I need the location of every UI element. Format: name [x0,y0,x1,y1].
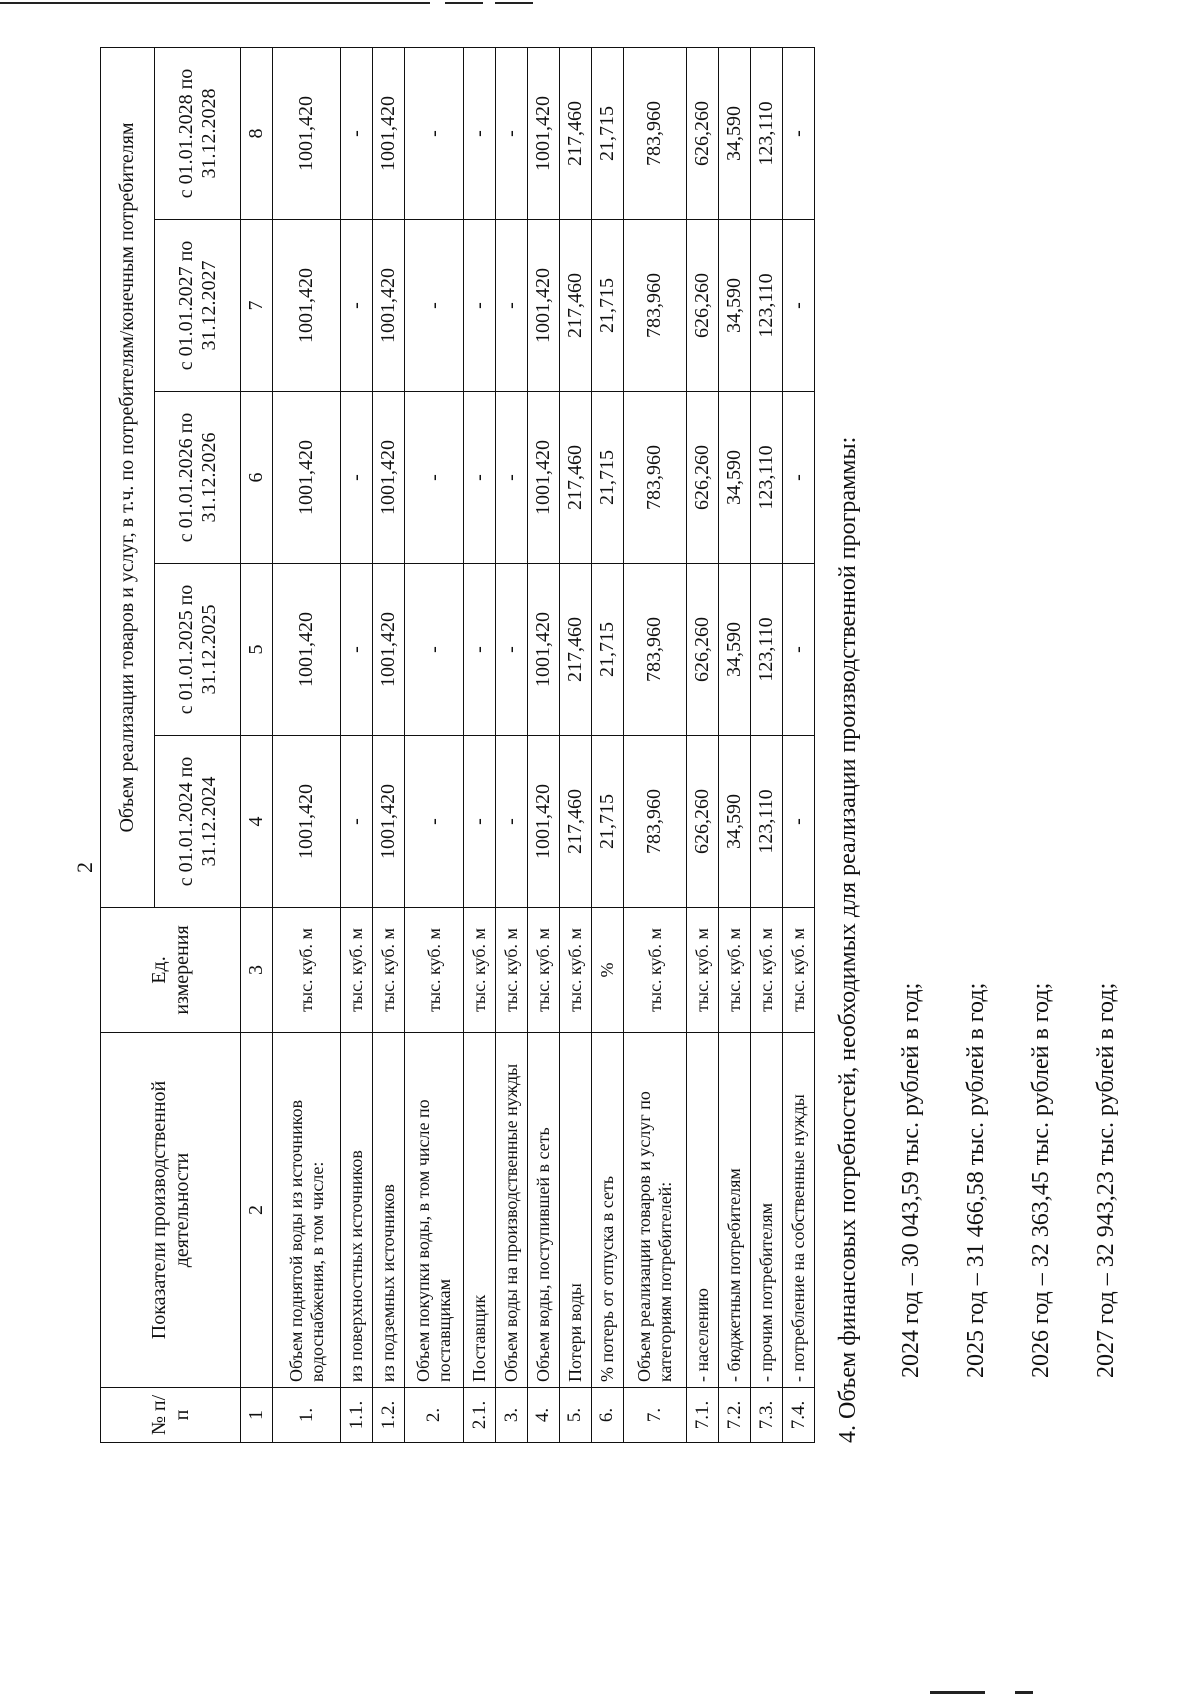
row-number: 2. [404,1388,463,1443]
column-number: 7 [241,220,273,392]
row-number: 1.2. [373,1388,405,1443]
row-value: 783,960 [623,392,687,564]
row-unit: тыс. куб. м [559,908,591,1033]
row-value: 217,460 [559,736,591,908]
section-4-title: 4. Объем финансовых потребностей, необходимых для реализации производственной программы: [835,436,861,1443]
row-value: 21,715 [591,392,623,564]
row-value: 1001,420 [527,564,559,736]
header-unit: Ед. измерения [101,908,241,1033]
row-value: 1001,420 [272,564,340,736]
row-unit: тыс. куб. м [623,908,687,1033]
row-value: - [782,47,814,219]
table-row [272,47,340,1442]
row-value: 1001,420 [373,564,405,736]
row-number: 4. [527,1388,559,1443]
row-value: 1001,420 [272,736,340,908]
column-number: 5 [241,564,273,736]
row-unit: тыс. куб. м [527,908,559,1033]
row-value: - [341,736,373,908]
row-value: - [341,564,373,736]
row-unit: тыс. куб. м [404,908,463,1033]
row-number: 7.4. [782,1388,814,1443]
row-value: - [404,736,463,908]
row-value: 34,590 [719,220,751,392]
financial-need-2025: 2025 год – 31 466,58 тыс. рублей в год; [963,982,989,1378]
row-value: 1001,420 [373,220,405,392]
row-unit: тыс. куб. м [719,908,751,1033]
row-unit: тыс. куб. м [373,908,405,1033]
row-value: 123,110 [751,392,783,564]
row-value: 34,590 [719,564,751,736]
column-number: 3 [241,908,273,1033]
row-value: 1001,420 [373,736,405,908]
row-number: 1. [272,1388,340,1443]
row-value: 1001,420 [527,47,559,219]
table-row [341,47,373,1442]
row-label: Поставщик [464,1033,496,1388]
row-value: - [341,392,373,564]
row-value: 21,715 [591,564,623,736]
table-row [559,47,591,1442]
row-number: 5. [559,1388,591,1443]
row-value: 217,460 [559,220,591,392]
row-value: - [404,47,463,219]
row-unit: тыс. куб. м [341,908,373,1033]
row-value: 123,110 [751,564,783,736]
header-indicator: Показатели производственной деятельности [101,1033,241,1388]
row-value: 217,460 [559,564,591,736]
row-value: 626,260 [687,47,719,219]
row-value: - [496,220,528,392]
table-row [404,47,463,1442]
row-unit: тыс. куб. м [751,908,783,1033]
row-value: 626,260 [687,564,719,736]
row-value: 34,590 [719,47,751,219]
table-row [782,47,814,1442]
row-value: 34,590 [719,392,751,564]
row-value: 21,715 [591,220,623,392]
row-value: 1001,420 [527,736,559,908]
table-row [591,47,623,1442]
table-row [373,47,405,1442]
row-value: 217,460 [559,392,591,564]
row-number: 1.1. [341,1388,373,1443]
row-label: из подземных источников [373,1033,405,1388]
row-value: 1001,420 [272,220,340,392]
row-number: 7.1. [687,1388,719,1443]
row-value: - [496,736,528,908]
table-row [719,47,751,1442]
row-value: 34,590 [719,736,751,908]
table-row [751,47,783,1442]
header-period-2024: с 01.01.2024 по 31.12.2024 [155,736,241,908]
financial-need-2026: 2026 год – 32 363,45 тыс. рублей в год; [1028,982,1054,1378]
row-label: Объем покупки воды, в том числе по поставщикам [404,1033,463,1388]
row-value: 783,960 [623,220,687,392]
column-numbers-row [241,47,273,1442]
row-value: 217,460 [559,47,591,219]
row-value: - [496,392,528,564]
page-number: 2 [72,862,97,873]
row-value: 783,960 [623,47,687,219]
row-number: 7.3. [751,1388,783,1443]
row-value: 1001,420 [527,220,559,392]
row-number: 2.1. [464,1388,496,1443]
row-value: 783,960 [623,736,687,908]
row-unit: тыс. куб. м [464,908,496,1033]
row-label: % потерь от отпуска в сеть [591,1033,623,1388]
financial-need-2027: 2027 год – 32 943,23 тыс. рублей в год; [1093,982,1119,1378]
production-indicators-table [100,47,815,1443]
table-row [623,47,687,1442]
row-number: 6. [591,1388,623,1443]
row-value: 1001,420 [527,392,559,564]
header-sales-volume-group: Объем реализации товаров и услуг, в т.ч. по потребителям/конечным потребителям [101,47,155,907]
row-number: 3. [496,1388,528,1443]
table-row [496,47,528,1442]
row-number: 7. [623,1388,687,1443]
row-value: - [464,220,496,392]
table-row [527,47,559,1442]
row-value: - [464,564,496,736]
row-value: 21,715 [591,47,623,219]
row-label: из поверхностных источников [341,1033,373,1388]
financial-need-2024: 2024 год – 30 043,59 тыс. рублей в год; [898,982,924,1378]
row-value: 1001,420 [272,392,340,564]
column-number: 1 [241,1388,273,1443]
row-value: - [782,736,814,908]
row-value: - [464,47,496,219]
header-period-2025: с 01.01.2025 по 31.12.2025 [155,564,241,736]
row-label: - бюджетным потребителям [719,1033,751,1388]
row-label: Объем поднятой воды из источников водоснабжения, в том числе: [272,1033,340,1388]
header-period-2027: с 01.01.2027 по 31.12.2027 [155,220,241,392]
column-number: 6 [241,392,273,564]
row-unit: % [591,908,623,1033]
column-number: 4 [241,736,273,908]
row-value: - [404,220,463,392]
header-period-2026: с 01.01.2026 по 31.12.2026 [155,392,241,564]
row-number: 7.2. [719,1388,751,1443]
row-label: - населению [687,1033,719,1388]
row-value: - [782,392,814,564]
row-value: 1001,420 [373,392,405,564]
header-period-2028: с 01.01.2028 по 31.12.2028 [155,47,241,219]
row-value: - [341,220,373,392]
row-value: 123,110 [751,736,783,908]
row-unit: тыс. куб. м [496,908,528,1033]
row-label: Объем воды, поступившей в сеть [527,1033,559,1388]
row-unit: тыс. куб. м [782,908,814,1033]
row-value: - [404,564,463,736]
row-value: 626,260 [687,220,719,392]
row-value: 626,260 [687,392,719,564]
row-value: 123,110 [751,47,783,219]
header-num: № п/п [101,1388,241,1443]
row-label: Потери воды [559,1033,591,1388]
row-label: - прочим потребителям [751,1033,783,1388]
row-label: - потребление на собственные нужды [782,1033,814,1388]
row-value: 21,715 [591,736,623,908]
row-value: 783,960 [623,564,687,736]
row-value: - [782,220,814,392]
row-value: - [464,736,496,908]
row-label: Объем реализации товаров и услуг по категориям потребителей: [623,1033,687,1388]
row-label: Объем воды на производственные нужды [496,1033,528,1388]
row-value: 1001,420 [272,47,340,219]
column-number: 2 [241,1033,273,1388]
column-number: 8 [241,47,273,219]
row-unit: тыс. куб. м [687,908,719,1033]
table-row [687,47,719,1442]
row-value: 1001,420 [373,47,405,219]
row-value: - [404,392,463,564]
row-value: 626,260 [687,736,719,908]
row-value: 123,110 [751,220,783,392]
row-value: - [496,47,528,219]
row-value: - [341,47,373,219]
row-value: - [496,564,528,736]
row-value: - [782,564,814,736]
row-unit: тыс. куб. м [272,908,340,1033]
table-row [464,47,496,1442]
row-value: - [464,392,496,564]
